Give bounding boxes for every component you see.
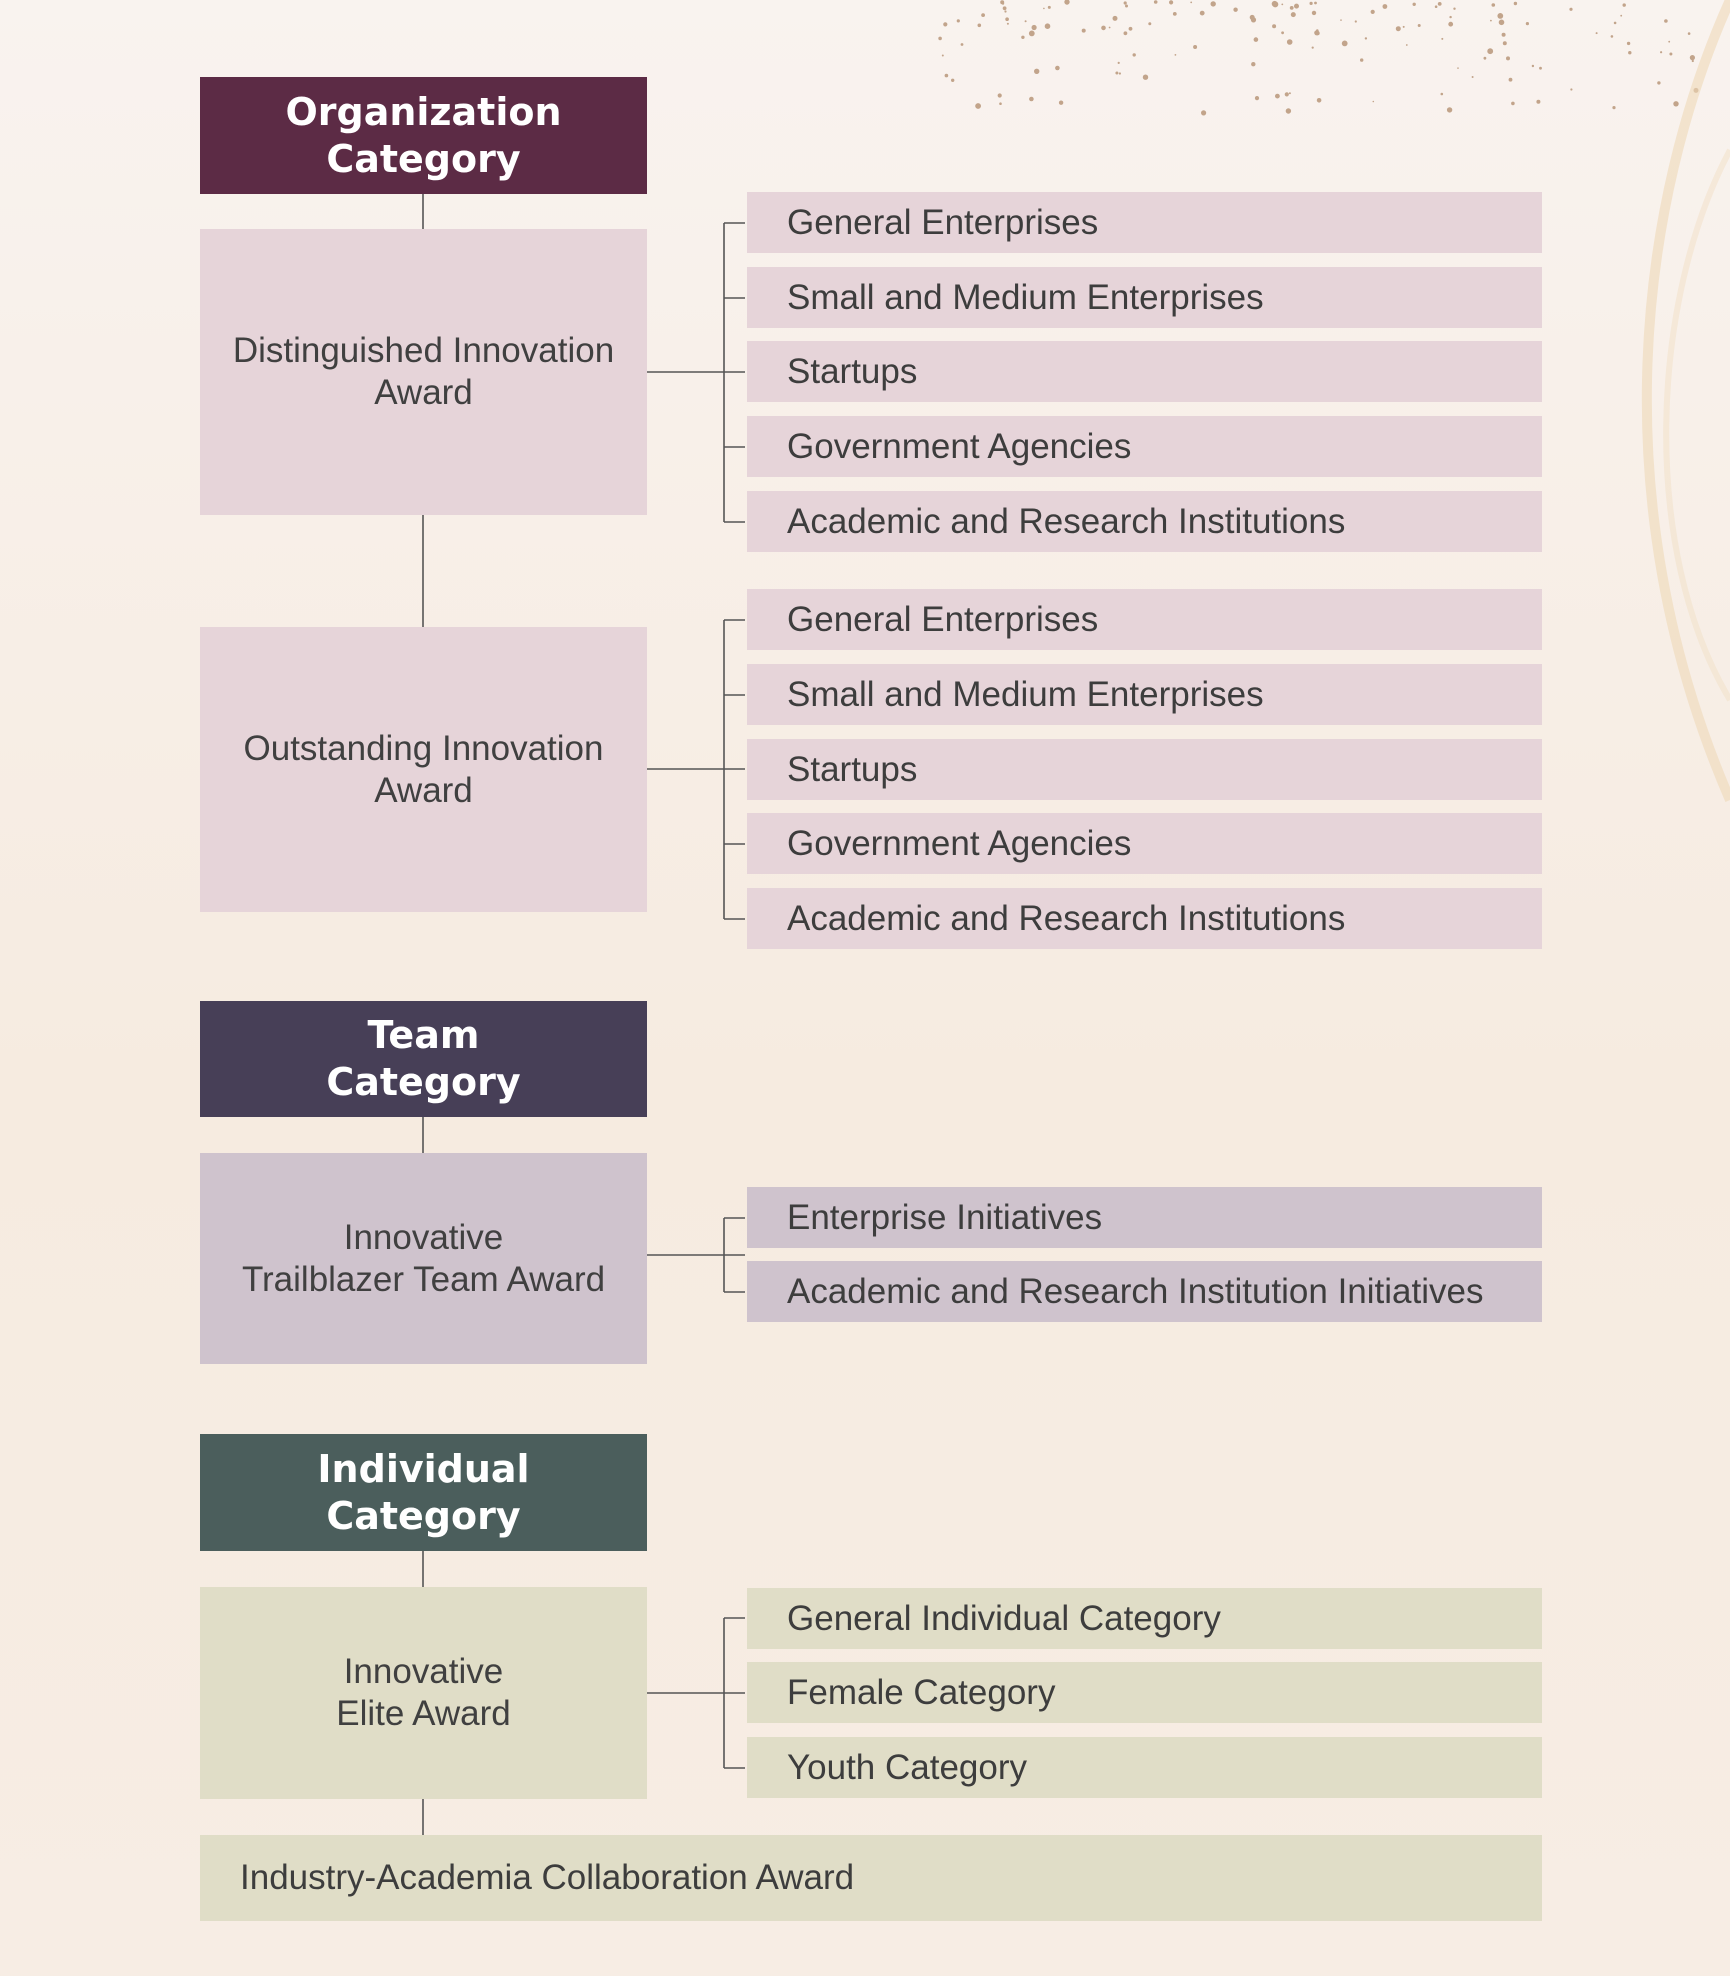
list-item: General Enterprises <box>747 589 1542 650</box>
innovative-elite-award-box <box>200 1587 647 1799</box>
award-name-line: Trailblazer Team Award <box>241 1259 606 1299</box>
award-name-line: Innovative <box>343 1217 504 1257</box>
list-item: Government Agencies <box>747 416 1542 477</box>
header-line: Category <box>326 1493 521 1538</box>
organization-category-header <box>200 77 647 194</box>
team-category-header <box>200 1001 647 1117</box>
award-name-line: Distinguished Innovation <box>232 331 615 370</box>
list-item: Small and Medium Enterprises <box>747 267 1542 328</box>
list-item: Female Category <box>747 1662 1542 1723</box>
award-name-line: Award <box>374 373 473 412</box>
list-item: Government Agencies <box>747 813 1542 874</box>
header-line: Category <box>326 1060 521 1104</box>
award-name-line: Award <box>374 770 473 810</box>
outstanding-innovation-award-box <box>200 627 647 912</box>
list-item: Academic and Research Institutions <box>747 491 1542 552</box>
individual-category-header <box>200 1434 647 1551</box>
header-line: Team <box>367 1013 480 1057</box>
list-item: Academic and Research Institution Initiatives <box>747 1261 1542 1322</box>
industry-academia-collaboration-award-box: Industry-Academia Collaboration Award <box>200 1835 1542 1921</box>
list-item: Youth Category <box>747 1737 1542 1798</box>
header-line: Organization <box>285 89 562 134</box>
list-item: General Individual Category <box>747 1588 1542 1649</box>
award-name-line: Elite Award <box>336 1694 511 1733</box>
list-item: Enterprise Initiatives <box>747 1187 1542 1248</box>
award-name-line: Innovative <box>343 1652 504 1691</box>
trailblazer-team-award-box <box>200 1153 647 1364</box>
header-line: Individual <box>317 1446 530 1491</box>
award-name-line: Outstanding Innovation <box>243 728 604 768</box>
list-item: Academic and Research Institutions <box>747 888 1542 949</box>
list-item: Startups <box>747 739 1542 800</box>
list-item: Startups <box>747 341 1542 402</box>
list-item: Small and Medium Enterprises <box>747 664 1542 725</box>
list-item: General Enterprises <box>747 192 1542 253</box>
distinguished-innovation-award-box <box>200 229 647 515</box>
header-line: Category <box>326 136 521 181</box>
